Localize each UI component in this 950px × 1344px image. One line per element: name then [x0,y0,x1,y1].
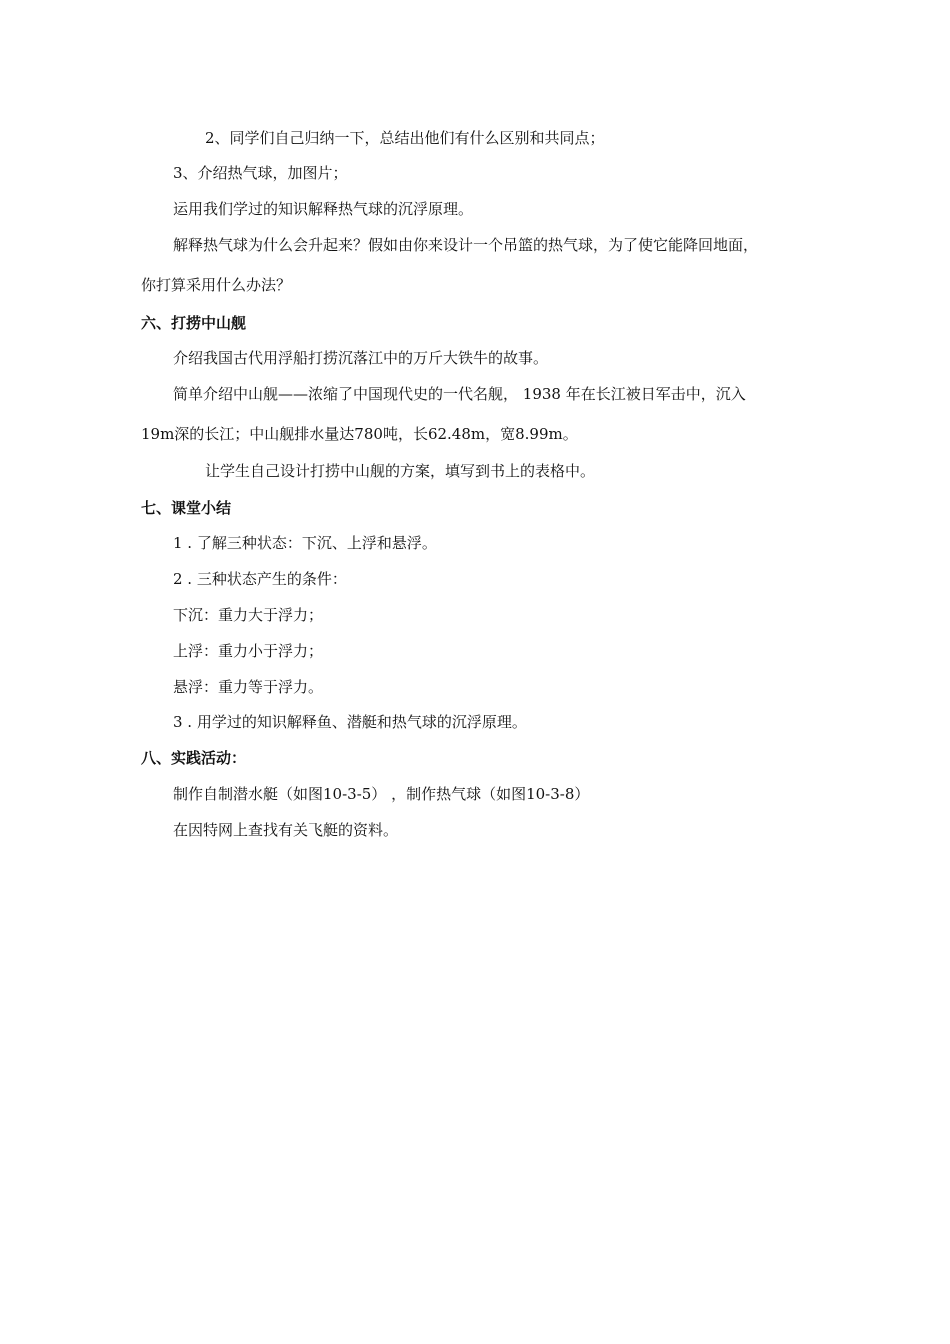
list-item: 1 . 了解三种状态：下沉、上浮和悬浮。 [173,534,437,552]
paragraph-line: 让学生自己设计打捞中山舰的方案，填写到书上的表格中。 [205,462,596,480]
paragraph-line: 悬浮：重力等于浮力。 [173,678,324,696]
list-item: 3 . 用学过的知识解释鱼、潜艇和热气球的沉浮原理。 [173,713,527,731]
paragraph-line: 下沉：重力大于浮力； [173,606,324,624]
paragraph-line: 19m深的长江；中山舰排水量达780吨，长62.48m，宽8.99m。 [141,425,578,443]
section-heading-7: 七、课堂小结 [141,499,232,517]
section-heading-6: 六、打捞中山舰 [141,314,247,332]
paragraph-line: 解释热气球为什么会升起来？假如由你来设计一个吊篮的热气球，为了使它能降回地面， [173,236,759,254]
list-item: 2 . 三种状态产生的条件： [173,570,347,588]
paragraph-line: 运用我们学过的知识解释热气球的沉浮原理。 [173,200,474,218]
paragraph-line: 2、同学们自己归纳一下，总结出他们有什么区别和共同点； [205,129,605,147]
paragraph-line: 制作自制潜水艇（如图10-3-5） ，制作热气球（如图10-3-8） [173,785,590,803]
paragraph-line: 在因特网上查找有关飞艇的资料。 [173,821,399,839]
paragraph-line: 你打算采用什么办法？ [141,276,292,294]
section-heading-8: 八、实践活动： [141,749,247,767]
paragraph-line: 3、介绍热气球，加图片； [173,164,348,182]
paragraph-line: 上浮：重力小于浮力； [173,642,324,660]
paragraph-line: 简单介绍中山舰——浓缩了中国现代史的一代名舰， 1938 年在长江被日军击中，沉入 [173,385,746,403]
paragraph-line: 介绍我国古代用浮船打捞沉落江中的万斤大铁牛的故事。 [173,349,549,367]
